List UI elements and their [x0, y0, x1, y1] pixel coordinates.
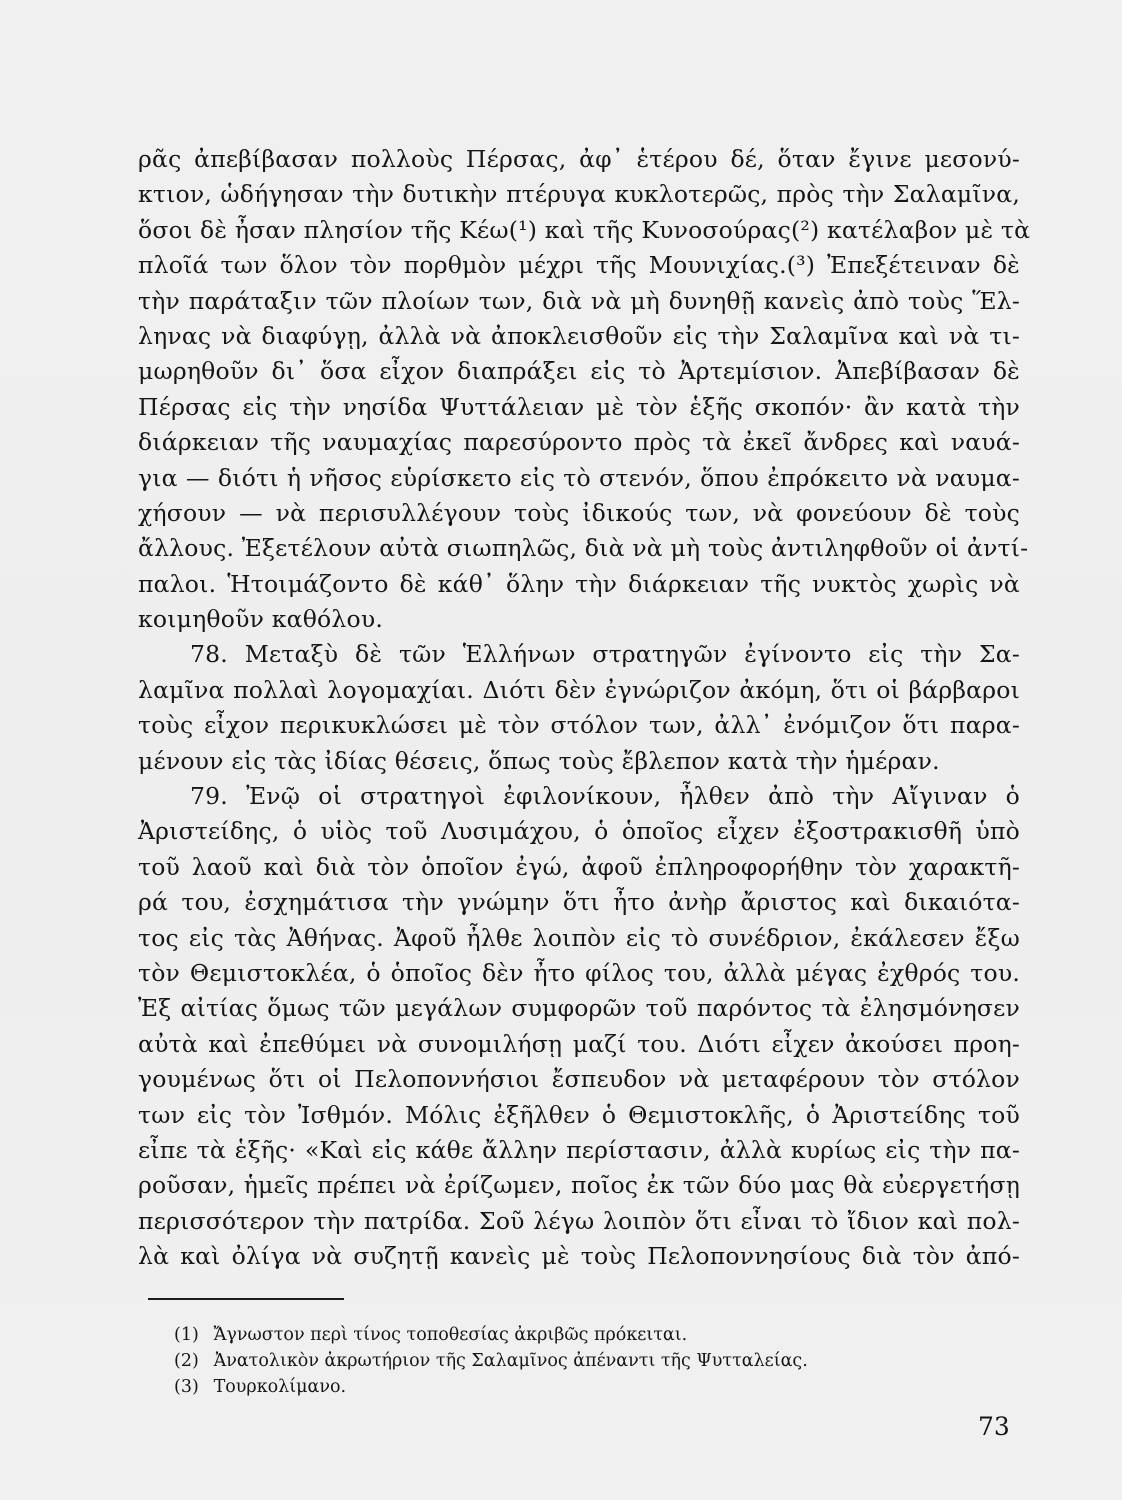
text-line: τὸν Θεμιστοκλέα, ὁ ὁποῖος δὲν ἦτο φίλος του, ἀλλὰ μέγας ἐχθρός του. [138, 958, 1020, 987]
text-line: αὐτὰ καὶ ἐπεθύμει νὰ συνομιλήσῃ μαζί του. Διότι εἶχεν ἀκούσει προη- [138, 1029, 1020, 1058]
footnotes [174, 1322, 974, 1400]
paragraph-end-line: μένουν εἰς τὰς ἰδίας θέσεις, ὅπως τοὺς ἔβλεπον κατὰ τὴν ἡμέραν. [138, 746, 940, 775]
footnote-text: Τουρκολίμανο. [213, 1377, 347, 1397]
footnote-divider [148, 1298, 344, 1300]
text-line: ὅσοι δὲ ἦσαν πλησίον τῆς Κέω(¹) καὶ τῆς Κυνοσούρας(²) κατέλαβον μὲ τὰ [138, 215, 1031, 244]
section-79-start: 79. Ἐνῷ οἱ στρατηγοὶ ἐφιλονίκουν, ἦλθεν ἀπὸ τὴν Αἴγιναν ὁ [190, 782, 1020, 811]
text-line: ροῦσαν, ἡμεῖς πρέπει νὰ ἐρίζωμεν, ποῖος ἐκ τῶν δύο μας θὰ εὐεργετήσῃ [138, 1171, 1020, 1200]
text-line: εἶπε τὰ ἑξῆς· «Καὶ εἰς κάθε ἄλλην περίστασιν, ἀλλὰ κυρίως εἰς τὴν πα- [138, 1135, 1020, 1164]
text-line: Ἐξ αἰτίας ὅμως τῶν μεγάλων συμφορῶν τοῦ παρόντος τὰ ἐλησμόνησεν [138, 994, 1020, 1023]
footnote-number: (2) [174, 1351, 199, 1371]
text-line: κτιον, ὡδήγησαν τὴν δυτικὴν πτέρυγα κυκλοτερῶς, πρὸς τὴν Σαλαμῖνα, [138, 180, 1020, 209]
text-line: διάρκειαν τῆς ναυμαχίας παρεσύροντο πρὸς τὰ ἐκεῖ ἄνδρες καὶ ναυά- [138, 428, 1020, 457]
footnote-item [174, 1374, 974, 1400]
footnote-number: (3) [174, 1377, 199, 1397]
text-line: χήσουν — νὰ περισυλλέγουν τοὺς ἰδικούς των, νὰ φονεύουν δὲ τοὺς [138, 498, 1020, 527]
text-line: παλοι. Ἡτοιμάζοντο δὲ κάθ᾽ ὅλην τὴν διάρκειαν τῆς νυκτὸς χωρὶς νὰ [138, 569, 1020, 598]
footnote-number: (1) [174, 1325, 199, 1345]
footnote-text: Ἄγνωστον περὶ τίνος τοποθεσίας ἀκριβῶς πρόκειται. [213, 1325, 688, 1345]
text-line: τος εἰς τὰς Ἀθήνας. Ἀφοῦ ἦλθε λοιπὸν εἰς τὸ συνέδριον, ἐκάλεσεν ἔξω [138, 923, 1020, 952]
text-line: λὰ καὶ ὀλίγα νὰ συζητῇ κανεὶς μὲ τοὺς Πελοποννησίους διὰ τὸν ἀπό- [138, 1242, 1020, 1271]
text-line: ληνας νὰ διαφύγῃ, ἀλλὰ νὰ ἀποκλεισθοῦν εἰς τὴν Σαλαμῖνα καὶ νὰ τι- [138, 321, 1020, 350]
footnote-text: Ἀνατολικὸν ἀκρωτήριον τῆς Σαλαμῖνος ἀπέναντι τῆς Ψυτταλείας. [213, 1351, 808, 1371]
text-line: ρᾶς ἀπεβίβασαν πολλοὺς Πέρσας, ἀφ᾽ ἑτέρου δέ, ὅταν ἔγινε μεσονύ- [138, 145, 1020, 173]
text-line: τοῦ λαοῦ καὶ διὰ τὸν ὁποῖον ἐγώ, ἀφοῦ ἐπληροφορήθην τὸν χαρακτῆ- [138, 852, 1020, 881]
text-line: μωρηθοῦν δι᾽ ὅσα εἶχον διαπράξει εἰς τὸ Ἀρτεμίσιον. Ἀπεβίβασαν δὲ [138, 357, 1020, 386]
body-text [138, 142, 1031, 1275]
text-line: πλοῖά των ὅλον τὸν πορθμὸν μέχρι τῆς Μουνιχίας.(³) Ἐπεξέτειναν δὲ [138, 251, 1020, 280]
footnote-item [174, 1322, 974, 1348]
text-line: λαμῖνα πολλαὶ λογομαχίαι. Διότι δὲν ἐγνώριζον ἀκόμη, ὅτι οἱ βάρβαροι [138, 675, 1020, 704]
text-line: ρά του, ἐσχημάτισα τὴν γνώμην ὅτι ἦτο ἀνὴρ ἄριστος καὶ δικαιότα- [138, 888, 1020, 917]
text-line: για — διότι ἡ νῆσος εὑρίσκετο εἰς τὸ στενόν, ὅπου ἐπρόκειτο νὰ ναυμα- [138, 463, 1020, 492]
text-line: τὴν παράταξιν τῶν πλοίων των, διὰ νὰ μὴ δυνηθῇ κανεὶς ἀπὸ τοὺς Ἕλ- [138, 286, 1020, 315]
text-line: των εἰς τὸν Ἰσθμόν. Μόλις ἐξῆλθεν ὁ Θεμιστοκλῆς, ὁ Ἀριστείδης τοῦ [138, 1100, 1020, 1129]
text-line: περισσότερον τὴν πατρίδα. Σοῦ λέγω λοιπὸν ὅτι εἶναι τὸ ἴδιον καὶ πολ- [138, 1206, 1020, 1235]
section-78-start: 78. Μεταξὺ δὲ τῶν Ἑλλήνων στρατηγῶν ἐγίνοντο εἰς τὴν Σα- [190, 640, 1020, 669]
footnote-item [174, 1348, 974, 1374]
text-line: ἄλλους. Ἐξετέλουν αὐτὰ σιωπηλῶς, διὰ νὰ μὴ τοὺς ἀντιληφθοῦν οἱ ἀντί- [138, 534, 1029, 563]
page-number: 73 [978, 1412, 1010, 1441]
text-line: γουμένως ὅτι οἱ Πελοποννήσιοι ἔσπευδον νὰ μεταφέρουν τὸν στόλον [138, 1065, 1020, 1094]
text-line: Πέρσας εἰς τὴν νησίδα Ψυττάλειαν μὲ τὸν ἑξῆς σκοπόν· ἂν κατὰ τὴν [138, 392, 1020, 421]
text-line: τοὺς εἶχον περικυκλώσει μὲ τὸν στόλον των, ἀλλ᾽ ἐνόμιζον ὅτι παρα- [138, 711, 1020, 740]
text-line: Ἀριστείδης, ὁ υἱὸς τοῦ Λυσιμάχου, ὁ ὁποῖος εἶχεν ἐξοστρακισθῆ ὑπὸ [138, 817, 1020, 846]
paragraph-end-line: κοιμηθοῦν καθόλου. [138, 605, 383, 634]
